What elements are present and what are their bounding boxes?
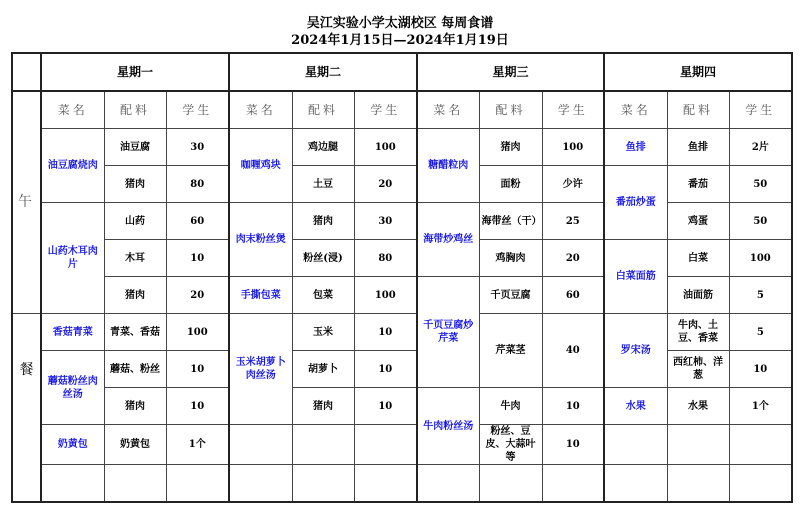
ingredient: 鸡蛋 [667,203,729,240]
ingredient: 猪肉 [479,129,542,166]
ingredient: 油豆腐 [104,129,166,166]
ingredient: 面粉 [479,166,542,203]
col-dish-header: 菜名 [41,91,104,129]
dish-name: 手撕包菜 [229,277,292,314]
table-row [12,465,792,503]
quantity [166,465,229,503]
ingredient [667,425,729,465]
quantity: 10 [166,240,229,277]
dish-name [604,425,667,465]
dish-name: 牛肉粉丝汤 [417,388,479,465]
dish-name: 咖喱鸡块 [229,129,292,203]
col-dish-header: 菜名 [229,91,292,129]
col-student-header: 学生 [354,91,417,129]
ingredient [292,425,354,465]
table-row [12,351,792,388]
quantity: 25 [542,203,604,240]
meal-label-top: 午 [12,91,41,314]
ingredient: 番茄 [667,166,729,203]
quantity: 80 [166,166,229,203]
quantity: 60 [542,277,604,314]
quantity: 10 [542,425,604,465]
page-title: 吴江实验小学太湖校区 每周食谱 [306,16,494,31]
dish-name: 肉末粉丝煲 [229,203,292,277]
quantity: 100 [166,314,229,351]
ingredient: 猪肉 [292,203,354,240]
ingredient: 牛肉 [479,388,542,425]
ingredient: 水果 [667,388,729,425]
table-row [12,240,792,277]
quantity: 100 [354,277,417,314]
ingredient: 粉丝、豆皮、大蒜叶等 [479,425,542,465]
col-ingredient-header: 配料 [479,91,542,129]
ingredient: 猪肉 [104,388,166,425]
ingredient: 猪肉 [292,388,354,425]
dish-name: 千页豆腐炒芹菜 [417,277,479,388]
ingredient [292,465,354,503]
dish-name: 白菜面筋 [604,240,667,314]
dish-name: 水果 [604,388,667,425]
ingredient: 粉丝(浸) [292,240,354,277]
dish-name: 罗宋汤 [604,314,667,388]
table-row [12,166,792,203]
col-ingredient-header: 配料 [104,91,166,129]
ingredient: 木耳 [104,240,166,277]
ingredient: 青菜、香菇 [104,314,166,351]
quantity: 100 [354,129,417,166]
day-header-wed: 星期三 [417,53,604,91]
dish-name: 糖醋粒肉 [417,129,479,203]
ingredient: 奶黄包 [104,425,166,465]
dish-name: 蘑菇粉丝肉丝汤 [41,351,104,425]
quantity: 少许 [542,166,604,203]
quantity: 20 [166,277,229,314]
ingredient: 西红柿、洋葱 [667,351,729,388]
ingredient: 土豆 [292,166,354,203]
corner-cell [12,53,41,91]
quantity: 100 [542,129,604,166]
col-student-header: 学生 [542,91,604,129]
quantity: 50 [729,203,792,240]
col-dish-header: 菜名 [604,91,667,129]
col-student-header: 学生 [166,91,229,129]
ingredient: 胡萝卜 [292,351,354,388]
ingredient: 油面筋 [667,277,729,314]
quantity: 10 [354,388,417,425]
dish-name [41,465,104,503]
quantity [729,465,792,503]
quantity: 10 [354,314,417,351]
ingredient: 蘑菇、粉丝 [104,351,166,388]
table-row [12,314,792,351]
date-range: 2024年1月15日—2024年1月19日 [291,33,509,48]
col-dish-header: 菜名 [417,91,479,129]
ingredient: 猪肉 [104,166,166,203]
quantity [354,425,417,465]
quantity: 1个 [729,388,792,425]
table-row [12,203,792,240]
ingredient: 山药 [104,203,166,240]
ingredient: 鸡边腿 [292,129,354,166]
quantity: 40 [542,314,604,388]
quantity: 20 [542,240,604,277]
ingredient [479,465,542,503]
ingredient [104,465,166,503]
quantity: 10 [166,351,229,388]
quantity: 5 [729,314,792,351]
dish-name: 番茄炒蛋 [604,166,667,240]
table-row [12,277,792,314]
column-header-row [12,91,792,129]
ingredient: 千页豆腐 [479,277,542,314]
dish-name: 奶黄包 [41,425,104,465]
ingredient: 包菜 [292,277,354,314]
ingredient: 海带丝（干） [479,203,542,240]
ingredient [667,465,729,503]
quantity: 1个 [166,425,229,465]
ingredient: 牛肉、土豆、香菜 [667,314,729,351]
quantity: 5 [729,277,792,314]
dish-name: 鱼排 [604,129,667,166]
ingredient: 猪肉 [104,277,166,314]
table-row [12,129,792,166]
quantity: 30 [166,129,229,166]
ingredient: 玉米 [292,314,354,351]
ingredient: 鱼排 [667,129,729,166]
day-header-row [12,53,792,91]
col-ingredient-header: 配料 [292,91,354,129]
ingredient: 芹菜茎 [479,314,542,388]
dish-name: 山药木耳肉片 [41,203,104,314]
quantity: 20 [354,166,417,203]
day-header-mon: 星期一 [41,53,229,91]
table-row [12,425,792,465]
quantity [354,465,417,503]
col-ingredient-header: 配料 [667,91,729,129]
quantity: 10 [729,351,792,388]
quantity: 50 [729,166,792,203]
quantity [729,425,792,465]
dish-name: 油豆腐烧肉 [41,129,104,203]
quantity: 60 [166,203,229,240]
dish-name [229,465,292,503]
quantity: 10 [542,388,604,425]
dish-name: 海带炒鸡丝 [417,203,479,277]
ingredient: 白菜 [667,240,729,277]
quantity: 2片 [729,129,792,166]
quantity: 100 [729,240,792,277]
dish-name [417,465,479,503]
ingredient: 鸡胸肉 [479,240,542,277]
quantity: 10 [354,351,417,388]
weekly-menu-table [11,52,793,503]
day-header-tue: 星期二 [229,53,417,91]
col-student-header: 学生 [729,91,792,129]
quantity [542,465,604,503]
dish-name [604,465,667,503]
day-header-thu: 星期四 [604,53,792,91]
dish-name: 香菇青菜 [41,314,104,351]
quantity: 10 [166,388,229,425]
meal-label-bottom: 餐 [12,314,41,503]
table-row [12,388,792,425]
quantity: 80 [354,240,417,277]
quantity: 30 [354,203,417,240]
dish-name: 玉米胡萝卜肉丝汤 [229,314,292,425]
dish-name [229,425,292,465]
